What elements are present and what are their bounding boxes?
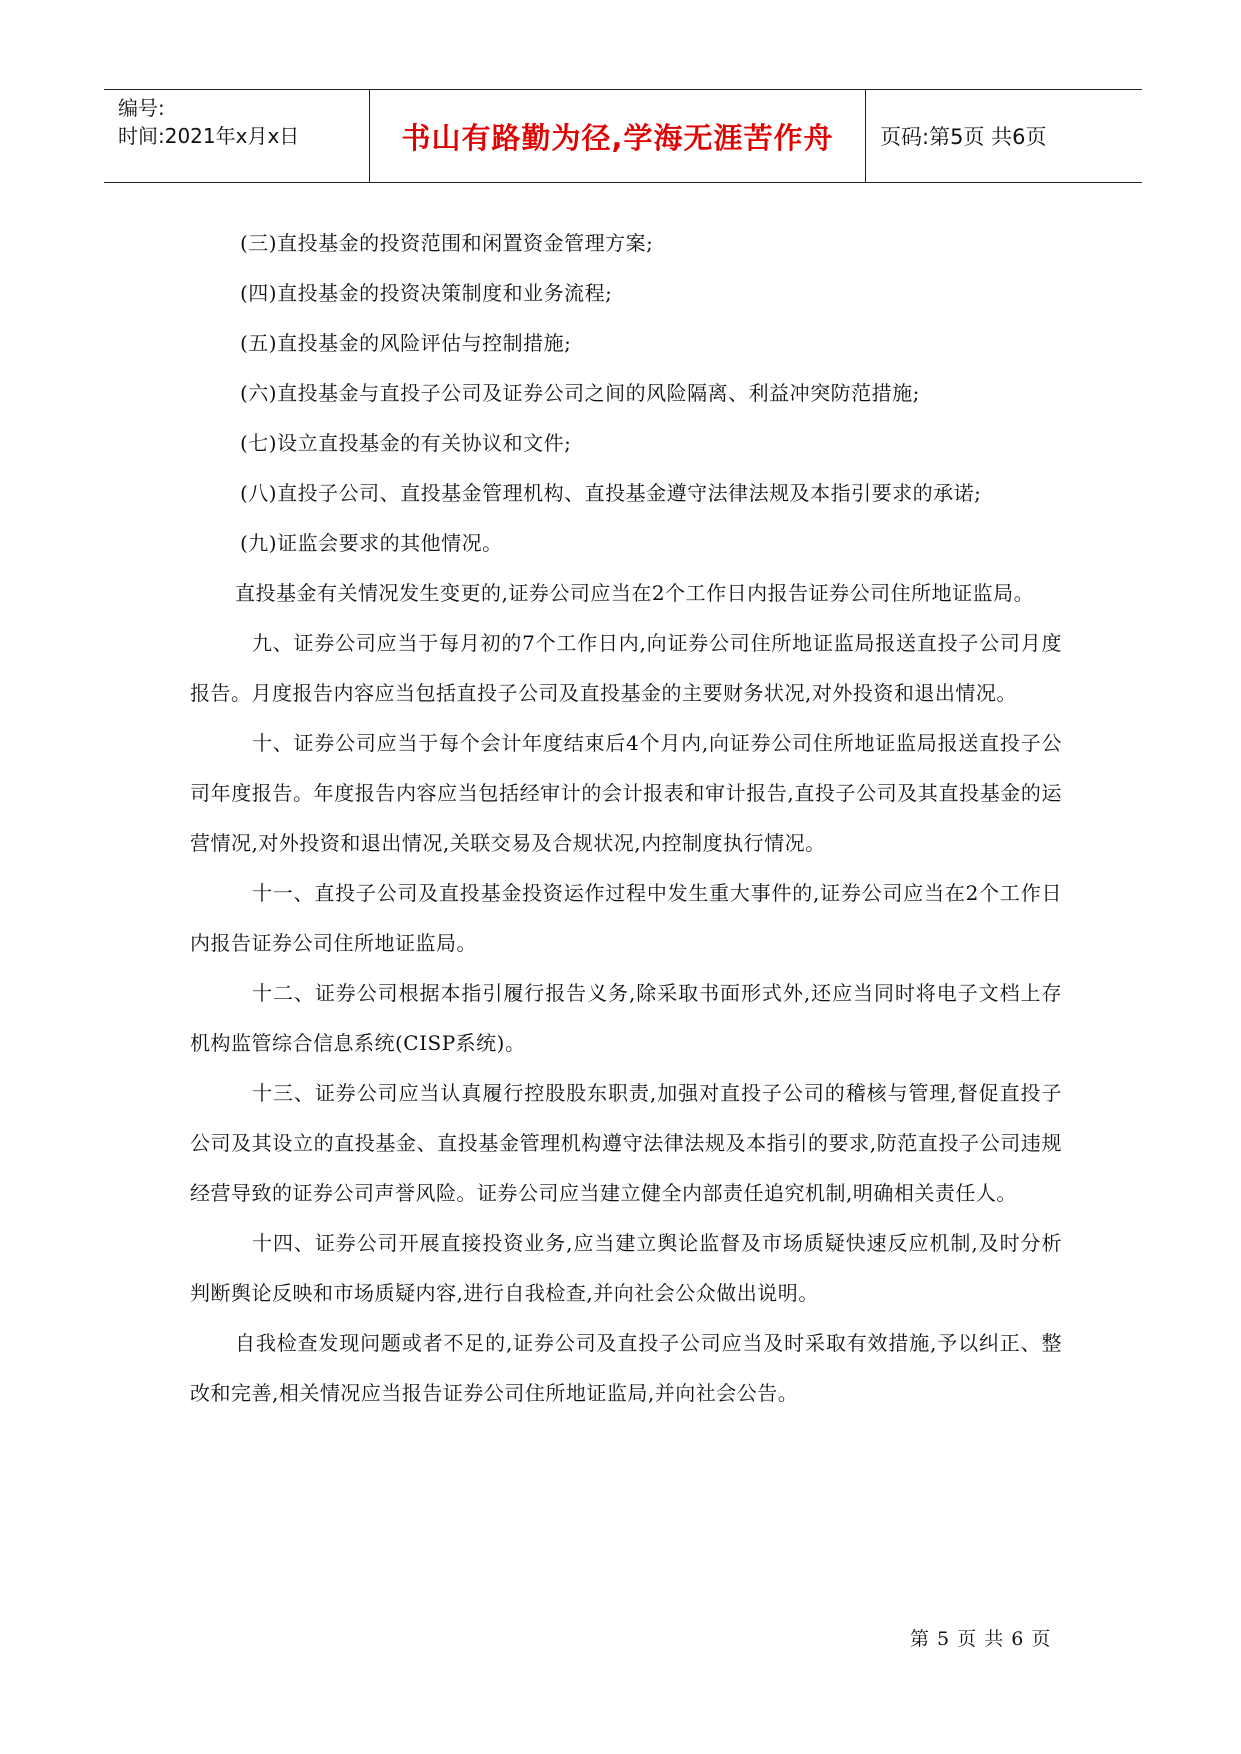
paragraph: 自我检查发现问题或者不足的,证券公司及直投子公司应当及时采取有效措施,予以纠正、整改和完善,相关情况应当报告证券公司住所地证监局,并向社会公告。 [190,1331,1062,1405]
paragraph: 十三、证券公司应当认真履行控股股东职责,加强对直投子公司的稽核与管理,督促直投子公司及其设立的直投基金、直投基金管理机构遵守法律法规及本指引的要求,防范直投子公司违规经营导致的证券公司声誉风险。证券公司应当建立健全内部责任追究机制,明确相关责任人。 [190,1081,1062,1205]
list-item: (六)直投基金与直投子公司及证券公司之间的风险隔离、利益冲突防范措施; [240,381,920,405]
paragraph: 十二、证券公司根据本指引履行报告义务,除采取书面形式外,还应当同时将电子文档上存机构监管综合信息系统(CISP系统)。 [190,981,1062,1055]
paragraph: 十、证券公司应当于每个会计年度结束后4个月内,向证券公司住所地证监局报送直投子公司年度报告。年度报告内容应当包括经审计的会计报表和审计报告,直投子公司及其直投基金的运营情况,对外投资和退出情况,关联交易及合规状况,内控制度执行情况。 [190,731,1062,855]
header-motto: 书山有路勤为径,学海无涯苦作舟 [370,90,866,182]
page-header [104,89,1142,183]
list-item: (四)直投基金的投资决策制度和业务流程; [240,281,613,305]
list-item: (三)直投基金的投资范围和闲置资金管理方案; [240,231,654,255]
page-footer: 第 5 页 共 6 页 [910,1628,1052,1650]
document-number-label: 编号: [118,96,165,120]
header-meta [104,90,370,182]
list-item: (八)直投子公司、直投基金管理机构、直投基金遵守法律法规及本指引要求的承诺; [240,481,982,505]
paragraph: 直投基金有关情况发生变更的,证券公司应当在2个工作日内报告证券公司住所地证监局。 [235,581,1035,605]
list-item: (九)证监会要求的其他情况。 [240,531,503,555]
list-item: (七)设立直投基金的有关协议和文件; [240,431,572,455]
paragraph: 十四、证券公司开展直接投资业务,应当建立舆论监督及市场质疑快速反应机制,及时分析判断舆论反映和市场质疑内容,进行自我检查,并向社会公众做出说明。 [190,1231,1062,1305]
list-item: (五)直投基金的风险评估与控制措施; [240,331,572,355]
paragraph: 十一、直投子公司及直投基金投资运作过程中发生重大事件的,证券公司应当在2个工作日内报告证券公司住所地证监局。 [190,881,1062,955]
document-time-label: 时间:2021年x月x日 [118,124,300,148]
paragraph: 九、证券公司应当于每月初的7个工作日内,向证券公司住所地证监局报送直投子公司月度报告。月度报告内容应当包括直投子公司及直投基金的主要财务状况,对外投资和退出情况。 [190,631,1062,705]
document-body [190,218,1062,1418]
header-page-label: 页码:第5页 共6页 [880,125,1047,149]
